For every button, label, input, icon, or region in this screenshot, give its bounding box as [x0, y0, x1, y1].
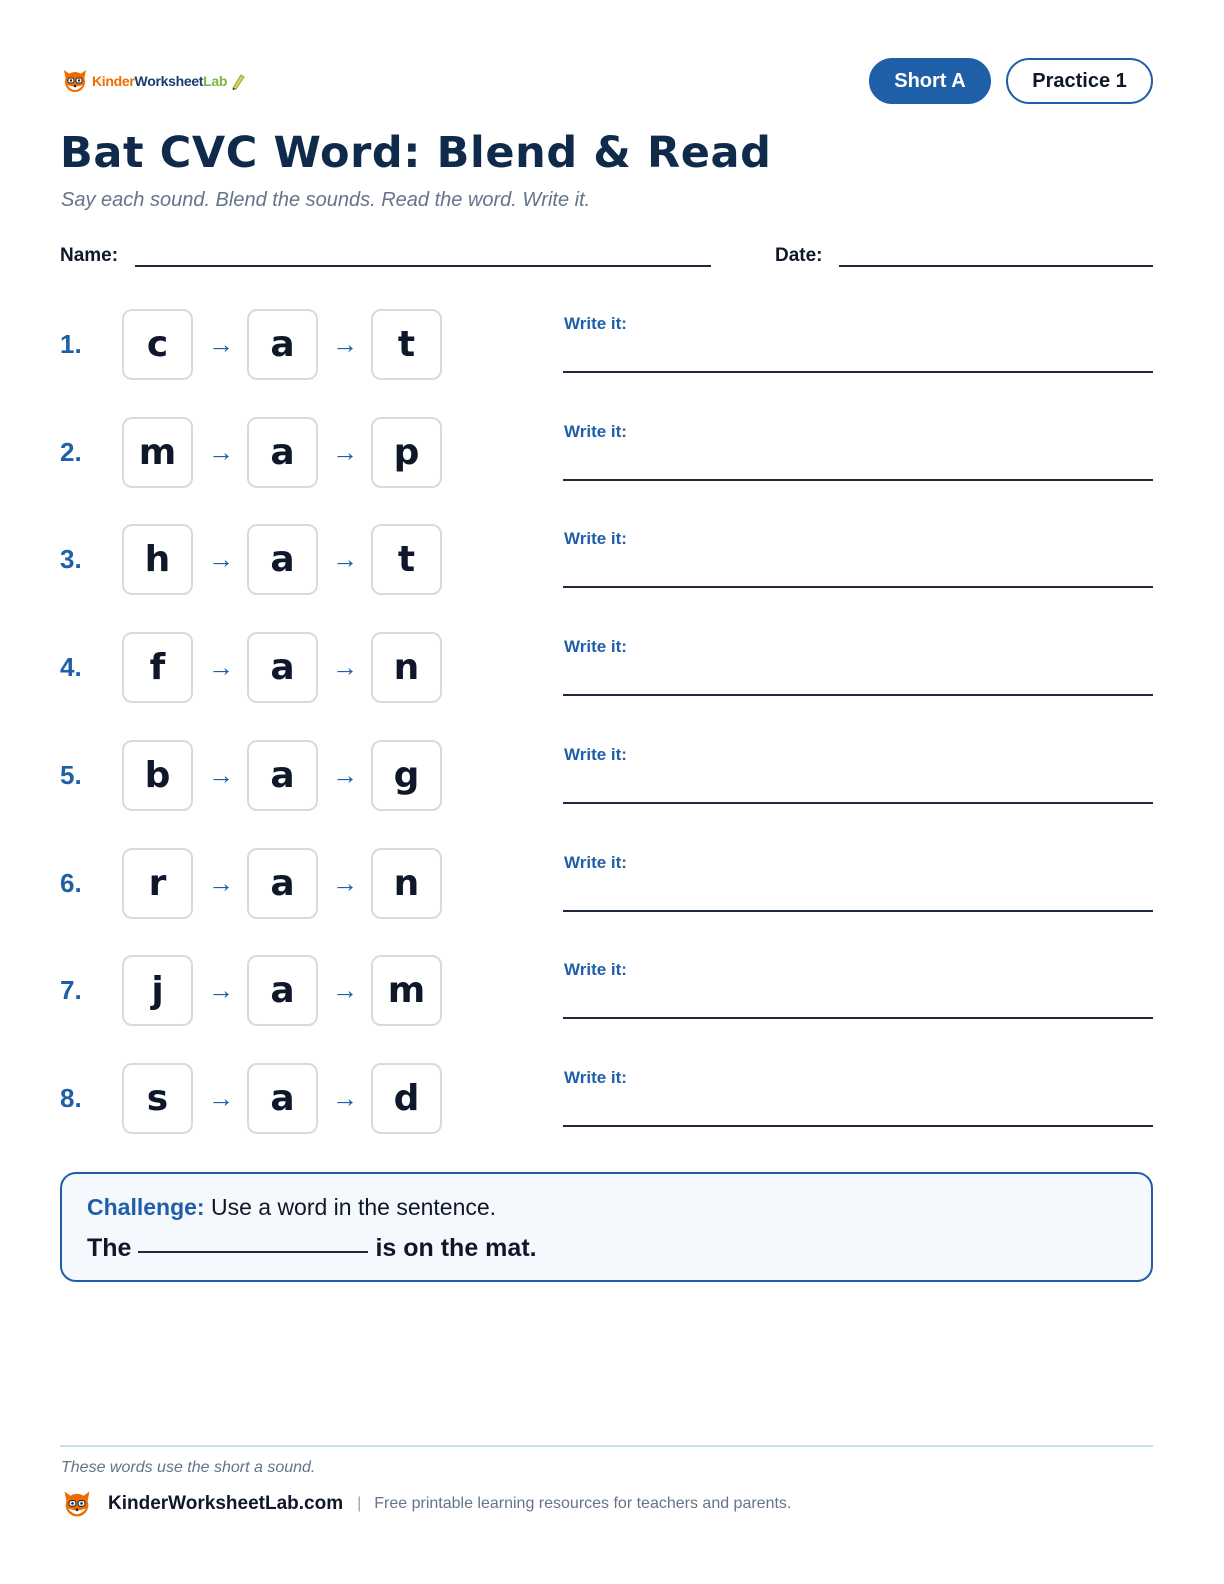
- name-label: Name:: [60, 245, 119, 266]
- write-label: Write it:: [564, 421, 627, 441]
- letter-tile: j: [122, 955, 193, 1026]
- date-label: Date:: [775, 245, 823, 266]
- word-row: [60, 632, 1153, 704]
- challenge-label: Challenge:: [87, 1194, 205, 1220]
- fox-icon: [60, 1487, 94, 1521]
- arrow-right-icon: →: [208, 436, 234, 467]
- arrow-right-icon: →: [208, 867, 234, 898]
- letter-tile: a: [247, 309, 318, 380]
- level-badge: Short A: [869, 58, 991, 104]
- word-row: [60, 955, 1153, 1027]
- letter-tile: a: [247, 955, 318, 1026]
- name-field[interactable]: [135, 265, 711, 267]
- site-logo[interactable]: [60, 66, 246, 96]
- item-number: 4.: [60, 652, 82, 683]
- letter-tile: m: [371, 955, 442, 1026]
- item-number: 6.: [60, 867, 82, 898]
- item-number: 1.: [60, 329, 82, 359]
- letter-tile: a: [247, 1063, 318, 1134]
- arrow-right-icon: →: [208, 759, 234, 790]
- write-answer-line[interactable]: [563, 371, 1153, 373]
- letter-tile: n: [371, 848, 442, 919]
- word-row: [60, 417, 1153, 489]
- sentence-end: is on the mat.: [375, 1234, 537, 1262]
- challenge-box: [60, 1172, 1153, 1282]
- letter-tile: a: [247, 417, 318, 488]
- write-answer-line[interactable]: [563, 1125, 1153, 1127]
- letter-tile: h: [122, 524, 193, 595]
- item-number: 5.: [60, 759, 82, 790]
- item-number: 2.: [60, 436, 82, 467]
- challenge-sentence: [87, 1234, 537, 1263]
- item-number: 7.: [60, 975, 82, 1006]
- write-label: Write it:: [564, 744, 627, 764]
- word-row: [60, 1063, 1153, 1135]
- challenge-text: Use a word in the sentence.: [210, 1194, 497, 1220]
- footer-site-link[interactable]: KinderWorksheetLab.com: [108, 1493, 344, 1514]
- item-number: 8.: [60, 1082, 82, 1113]
- write-label: Write it:: [564, 960, 627, 980]
- letter-tile: m: [122, 417, 193, 488]
- challenge-instruction: [87, 1194, 496, 1221]
- write-answer-line[interactable]: [563, 1017, 1153, 1019]
- page-header: [60, 56, 1153, 106]
- word-row: [60, 848, 1153, 920]
- arrow-right-icon: →: [208, 1082, 234, 1113]
- arrow-right-icon: →: [208, 652, 234, 683]
- date-field[interactable]: [839, 265, 1153, 267]
- write-answer-line[interactable]: [563, 802, 1153, 804]
- page-title: Bat CVC Word: Blend & Read: [60, 128, 772, 178]
- write-answer-line[interactable]: [563, 910, 1153, 912]
- word-row: [60, 740, 1153, 812]
- arrow-right-icon: →: [332, 436, 358, 467]
- write-answer-line[interactable]: [563, 694, 1153, 696]
- footer-brand: [60, 1487, 791, 1521]
- word-row: [60, 309, 1153, 381]
- word-row: [60, 524, 1153, 596]
- footer-divider: [60, 1445, 1153, 1447]
- letter-tile: s: [122, 1063, 193, 1134]
- write-label: Write it:: [564, 1067, 627, 1087]
- letter-tile: a: [247, 632, 318, 703]
- letter-tile: p: [371, 417, 442, 488]
- letter-tile: r: [122, 848, 193, 919]
- practice-badge: Practice 1: [1006, 58, 1153, 104]
- letter-tile: f: [122, 632, 193, 703]
- instructions: Say each sound. Blend the sounds. Read the word. Write it.: [61, 189, 591, 211]
- letter-tile: b: [122, 740, 193, 811]
- letter-tile: a: [247, 848, 318, 919]
- arrow-right-icon: →: [332, 975, 358, 1006]
- letter-tile: t: [371, 309, 442, 380]
- arrow-right-icon: →: [208, 975, 234, 1006]
- logo-text: KinderWorksheetLab: [92, 73, 228, 89]
- arrow-right-icon: →: [332, 652, 358, 683]
- write-label: Write it:: [564, 314, 627, 333]
- arrow-right-icon: →: [208, 544, 234, 575]
- arrow-right-icon: →: [332, 759, 358, 790]
- write-answer-line[interactable]: [563, 586, 1153, 588]
- letter-tile: a: [247, 524, 318, 595]
- write-label: Write it:: [564, 529, 627, 549]
- arrow-right-icon: →: [332, 329, 358, 359]
- letter-tile: n: [371, 632, 442, 703]
- letter-tile: d: [371, 1063, 442, 1134]
- arrow-right-icon: →: [332, 1082, 358, 1113]
- sentence-start: The: [87, 1234, 132, 1262]
- item-number: 3.: [60, 544, 82, 575]
- sentence-blank[interactable]: [138, 1251, 368, 1253]
- arrow-right-icon: →: [332, 867, 358, 898]
- letter-tile: a: [247, 740, 318, 811]
- letter-tile: g: [371, 740, 442, 811]
- write-answer-line[interactable]: [563, 479, 1153, 481]
- pencil-icon: [230, 72, 246, 90]
- fox-icon: [60, 66, 90, 96]
- footer-separator: |: [357, 1495, 362, 1512]
- letter-tile: c: [122, 309, 193, 380]
- write-label: Write it:: [564, 852, 627, 872]
- footer-tagline: Free printable learning resources for teachers and parents.: [374, 1495, 792, 1512]
- write-label: Write it:: [564, 637, 627, 657]
- arrow-right-icon: →: [208, 329, 234, 359]
- footer-note: These words use the short a sound.: [61, 1459, 316, 1476]
- letter-tile: t: [371, 524, 442, 595]
- arrow-right-icon: →: [332, 544, 358, 575]
